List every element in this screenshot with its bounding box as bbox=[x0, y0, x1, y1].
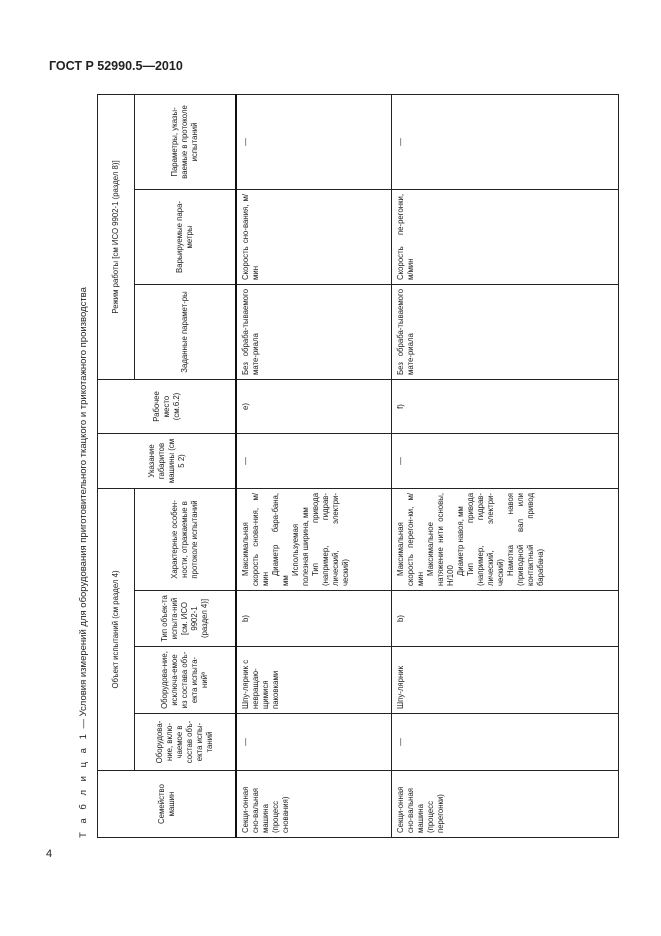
header-included-equipment: Оборудова-ние, вклю-чаемое в состав объ-екта испы-таний bbox=[135, 714, 237, 771]
header-features: Характерные особен-ности, отражаемые в протоколе испытаний bbox=[135, 488, 237, 590]
measurement-conditions-table bbox=[97, 95, 619, 838]
table-caption bbox=[77, 95, 91, 838]
cell-type: b) bbox=[236, 591, 392, 647]
feature-line: Максимальная скорость перегон-ки, м/мин bbox=[396, 492, 425, 586]
feature-line: Тип привода (например, гидрав-лический, электри-ческий) bbox=[311, 492, 350, 586]
cell-features bbox=[236, 488, 392, 590]
feature-line: Используемая полезная ширина, мм bbox=[291, 507, 310, 586]
table-caption-label: Т а б л и ц а 1 bbox=[78, 731, 89, 838]
feature-line: Диаметр бара-бана, мм bbox=[271, 492, 290, 586]
header-object-type: Тип объек-та испыта-ний [см. ИСО 9902-1 (раздел 4)] bbox=[135, 591, 237, 647]
table-row bbox=[392, 94, 619, 837]
cell-included: — bbox=[236, 714, 392, 771]
cell-excluded: Шпу-лярник с невращаю-щимися паковками bbox=[236, 647, 392, 714]
feature-line: Максимальная скорость снова-ния, м/мин bbox=[241, 492, 270, 586]
cell-var-params: Скорость пе-регонки, м/мин bbox=[392, 189, 619, 284]
table-row bbox=[236, 94, 392, 837]
cell-set-params: Без обраба-тываемого мате-риала bbox=[236, 284, 392, 379]
cell-dimensions: — bbox=[236, 433, 392, 488]
header-group-test-object: Объект испытаний (см раздел 4) bbox=[98, 488, 135, 770]
cell-report-params: — bbox=[392, 94, 619, 189]
header-excluded-equipment: Оборудова-ние, исключа-емое из состава объ-екта испыта-нийª bbox=[135, 647, 237, 714]
cell-family: Секци-онная сно-вальная машина (процесс снования) bbox=[236, 771, 392, 838]
document-header: ГОСТ Р 52990.5—2010 bbox=[49, 59, 183, 73]
header-group-operating-mode: Режим работы [см ИСО 9902-1 (раздел 8)] bbox=[98, 94, 135, 379]
header-dimensions: Указание габаритов машины (см 5 2) bbox=[98, 433, 237, 488]
feature-line: Диаметр навоя, мм bbox=[456, 506, 465, 576]
header-var-params: Варьируемые пара-метры bbox=[135, 189, 237, 284]
cell-set-params: Без обраба-тываемого мате-риала bbox=[392, 284, 619, 379]
feature-line: Тип привода (например, гидрав-лический, электри-ческий) bbox=[466, 492, 505, 586]
cell-workplace: e) bbox=[236, 379, 392, 433]
cell-included: — bbox=[392, 714, 619, 771]
cell-report-params: — bbox=[236, 94, 392, 189]
header-workplace: Рабочее место (см.6.2) bbox=[98, 379, 237, 433]
cell-excluded: Шпу-лярник bbox=[392, 647, 619, 714]
feature-line: Намотка навоя (приводной вал или контактный привод барабана) bbox=[506, 492, 545, 586]
table-caption-text: — Условия измерений для оборудования приготовительного ткацкого и трикотажного производства bbox=[78, 287, 89, 732]
cell-type: b) bbox=[392, 591, 619, 647]
header-machine-family: Семейство машин bbox=[98, 771, 237, 838]
feature-line: Максимальное натяжение нити основы, Н/100 bbox=[426, 492, 455, 586]
page-number: 4 bbox=[46, 848, 53, 860]
cell-var-params: Скорость сно-вания, м/мин bbox=[236, 189, 392, 284]
cell-workplace: f) bbox=[392, 379, 619, 433]
header-report-params: Параметры, указы-ваемые в протоколе испытаний bbox=[135, 94, 237, 189]
header-set-params: Заданные парамет-ры bbox=[135, 284, 237, 379]
cell-family: Секци-онная сно-вальная машина (процесс перегонки) bbox=[392, 771, 619, 838]
cell-features bbox=[392, 488, 619, 590]
cell-dimensions: — bbox=[392, 433, 619, 488]
